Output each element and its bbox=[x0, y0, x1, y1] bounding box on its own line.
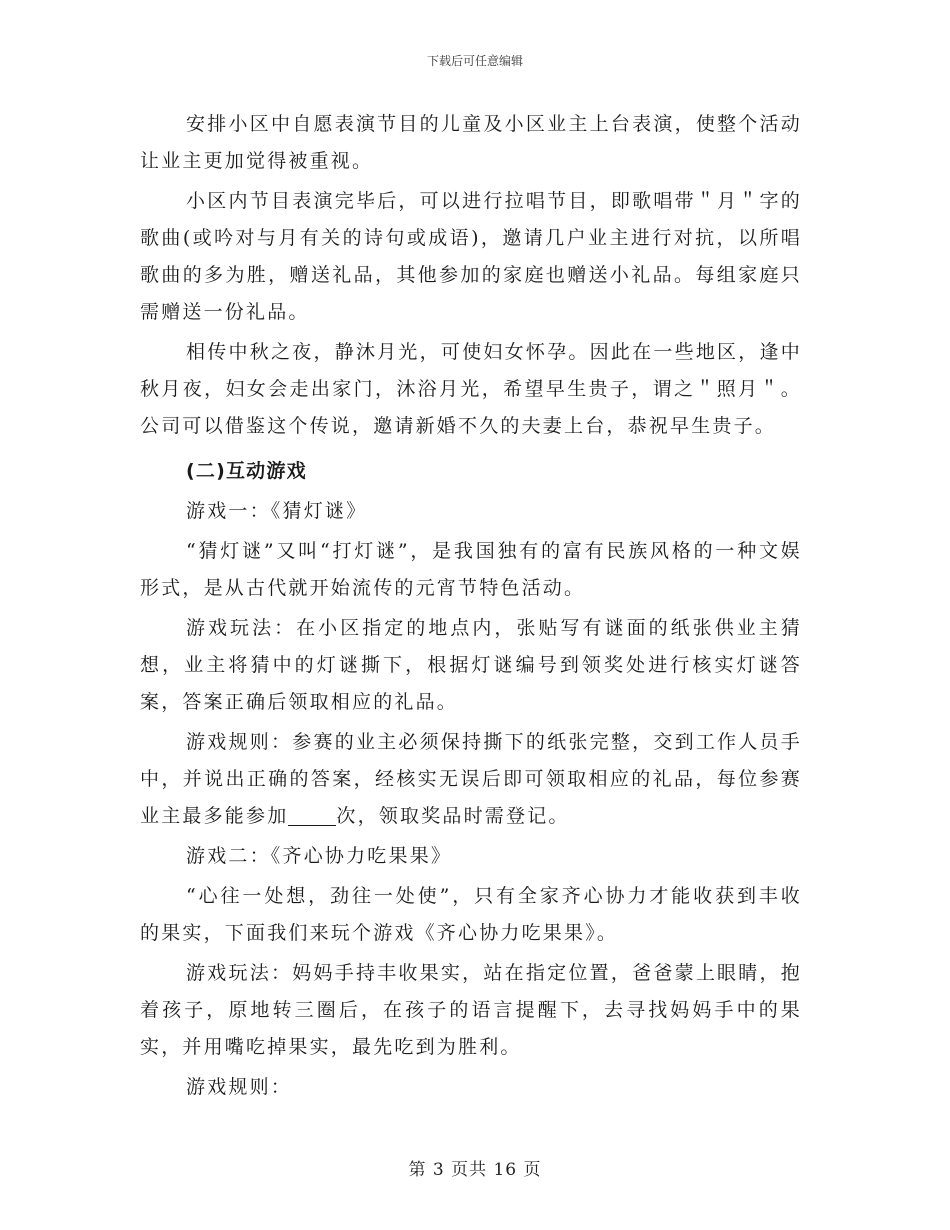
game1-rules-after: 次，领取奖品时需登记。 bbox=[336, 805, 570, 827]
game2-rules: 游戏规则： bbox=[186, 1076, 293, 1098]
page-header: 下载后可任意编辑 bbox=[426, 54, 523, 68]
game1-rules-before: 游戏规则：参赛的业主必须保持撕下的纸张完整，交到工作人员手中，并说出正确的答案，经核实无误后即可领取相应的礼品，每位参赛业主最多能参加 bbox=[140, 731, 802, 827]
paragraph-performance: 安排小区中自愿表演节目的儿童及小区业主上台表演，使整个活动让业主更加觉得被重视。 bbox=[140, 113, 802, 172]
game2-intro: “心往一处想，劲往一处使”，只有全家齐心协力才能收获到丰收的果实，下面我们来玩个游戏《齐心协力吃果果》。 bbox=[140, 885, 802, 944]
fill-in-blank bbox=[288, 805, 336, 826]
document-body bbox=[140, 106, 802, 1109]
paragraph-moonlight: 相传中秋之夜，静沐月光，可使妇女怀孕。因此在一些地区，逢中秋月夜，妇女会走出家门，沐浴月光，希望早生贵子，谓之＂照月＂。公司可以借鉴这个传说，邀请新婚不久的夫妻上台，恭祝早生贵子。 bbox=[140, 341, 802, 437]
page-footer: 第 3 页共 16 页 bbox=[408, 1160, 542, 1180]
game1-title: 游戏一：《猜灯谜》 bbox=[186, 500, 368, 522]
paragraph-singing: 小区内节目表演完毕后，可以进行拉唱节目，即歌唱带＂月＂字的歌曲(或吟对与月有关的诗句或成语)，邀请几户业主进行对抗，以所唱歌曲的多为胜，赠送礼品，其他参加的家庭也赠送小礼品。每组家庭只需赠送一份礼品。 bbox=[140, 190, 802, 323]
section-heading: (二)互动游戏 bbox=[186, 460, 307, 482]
game1-rules bbox=[140, 724, 802, 835]
game2-title: 游戏二：《齐心协力吃果果》 bbox=[186, 845, 453, 867]
game1-play: 游戏玩法：在小区指定的地点内，张贴写有谜面的纸张供业主猜想，业主将猜中的灯谜撕下，根据灯谜编号到领奖处进行核实灯谜答案，答案正确后领取相应的礼品。 bbox=[140, 617, 802, 713]
game2-play: 游戏玩法：妈妈手持丰收果实，站在指定位置，爸爸蒙上眼睛，抱着孩子，原地转三圈后，在孩子的语言提醒下，去寻找妈妈手中的果实，并用嘴吃掉果实，最先吃到为胜利。 bbox=[140, 962, 802, 1058]
game1-intro: “猜灯谜”又叫“打灯谜”，是我国独有的富有民族风格的一种文娱形式，是从古代就开始流传的元宵节特色活动。 bbox=[140, 540, 802, 599]
